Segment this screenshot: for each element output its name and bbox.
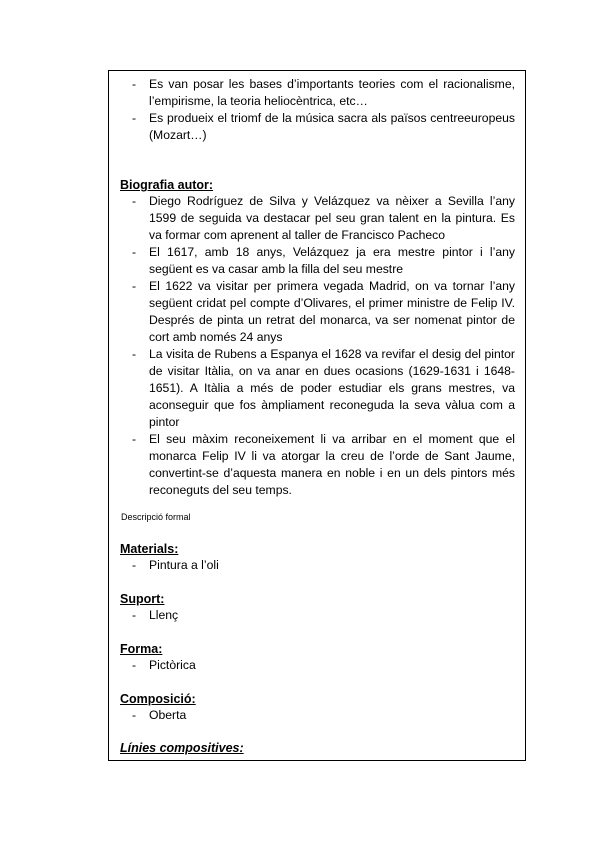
materials-section — [109, 541, 525, 574]
list-item: - El seu màxim reconeixement li va arribar en el moment que el monarca Felip IV li va atorgar la creu de l’orde de Sant Jaume, convertint-se d’aquesta manera en noble i en un dels pintors més reconeguts del seu temps. — [109, 431, 525, 499]
support-section — [109, 591, 525, 624]
list-item: - El 1617, amb 18 anys, Velázquez ja era mestre pintor i l’any següent es va casar amb la filla del seu mestre — [109, 244, 525, 278]
support-heading: Suport: — [120, 592, 165, 606]
list-item: - La visita de Rubens a Espanya el 1628 va revifar el desig del pintor de visitar Itàlia, on va anar en dues ocasions (1629-1631 i 1648-1651). A Itàlia a més de poder estudiar els grans mestres, va aconseguir que fos àmpliament reconeguda la seva vàlua com a pintor — [109, 346, 525, 431]
list-item: - Es produeix el triomf de la música sacra als països centreeuropeus (Mozart…) — [109, 110, 525, 144]
list-item: - Diego Rodríguez de Silva y Velázquez va nèixer a Sevilla l’any 1599 de seguida va destacar pel seu gran talent en la pintura. Es va formar com aprenent al taller de Francisco Pacheco — [109, 193, 525, 244]
compositional-lines-heading: Línies compositives: — [120, 741, 244, 755]
materials-heading: Materials: — [120, 542, 179, 556]
composition-heading: Composició: — [120, 692, 196, 706]
compositional-lines-section — [109, 740, 525, 756]
formal-description-label: Descripció formal — [121, 512, 191, 522]
support-value: - Llenç — [109, 607, 525, 624]
composition-section — [109, 691, 525, 724]
composition-value: - Oberta — [109, 707, 525, 724]
list-item: - Es van posar les bases d’importants teories com el racionalisme, l’empirisme, la teoria heliocèntrica, etc… — [109, 76, 525, 110]
form-value: - Pictòrica — [109, 657, 525, 674]
form-heading: Forma: — [120, 642, 163, 656]
form-section — [109, 641, 525, 674]
biography-heading: Biografia autor: — [120, 178, 214, 192]
document-frame — [108, 70, 526, 761]
biography-section — [109, 177, 525, 499]
intro-list — [109, 76, 525, 144]
list-item: - El 1622 va visitar per primera vegada Madrid, on va tornar l’any següent cridat pel compte d’Olivares, el primer ministre de Felip IV. Després de pinta un retrat del monarca, va ser nomenat pintor de cort amb només 24 anys — [109, 278, 525, 346]
materials-value: - Pintura a l’oli — [109, 557, 525, 574]
